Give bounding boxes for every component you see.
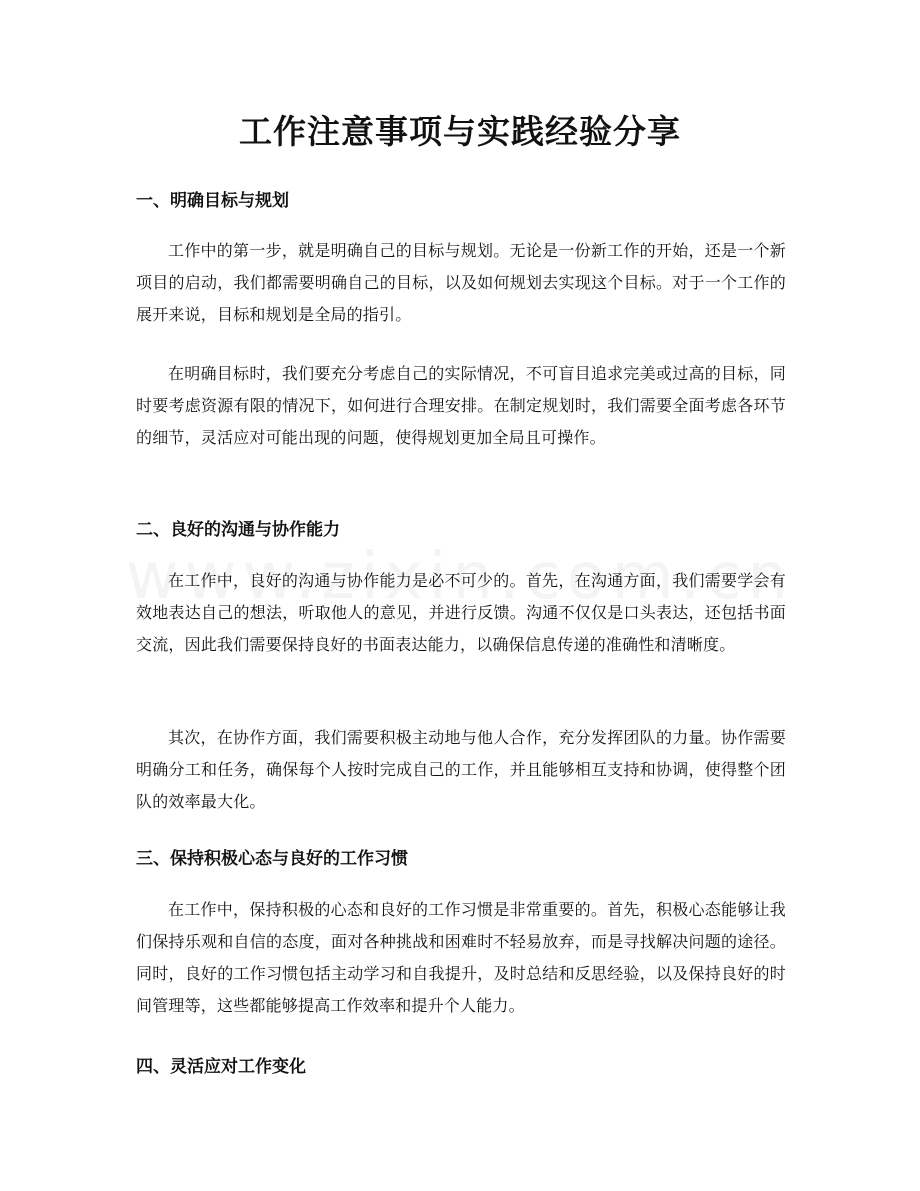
paragraph: 在明确目标时，我们要充分考虑自己的实际情况，不可盲目追求完美或过高的目标，同时要考虑资源有限的情况下，如何进行合理安排。在制定规划时，我们需要全面考虑各环节的细节，灵活应对可能出现的问题，使得规划更加全局且可操作。 bbox=[136, 364, 786, 447]
page-title: 工作注意事项与实践经验分享 bbox=[239, 112, 681, 151]
paragraph: 其次，在协作方面，我们需要积极主动地与他人合作，充分发挥团队的力量。协作需要明确分工和任务，确保每个人按时完成自己的工作，并且能够相互支持和协调，使得整个团队的效率最大化。 bbox=[136, 728, 786, 811]
section-heading-adaptability: 四、灵活应对工作变化 bbox=[136, 1057, 306, 1077]
section-heading-goals: 一、明确目标与规划 bbox=[136, 191, 289, 211]
paragraph: 在工作中，保持积极的心态和良好的工作习惯是非常重要的。首先，积极心态能够让我们保持乐观和自信的态度，面对各种挑战和困难时不轻易放弃，而是寻找解决问题的途径。同时，良好的工作习惯包括主动学习和自我提升，及时总结和反思经验，以及保持良好的时间管理等，这些都能够提高工作效率和提升个人能力。 bbox=[136, 900, 786, 1015]
section-heading-communication: 二、良好的沟通与协作能力 bbox=[136, 520, 340, 540]
paragraph: 在工作中，良好的沟通与协作能力是必不可少的。首先，在沟通方面，我们需要学会有效地表达自己的想法，听取他人的意见，并进行反馈。沟通不仅仅是口头表达，还包括书面交流，因此我们需要保持良好的书面表达能力，以确保信息传递的准确性和清晰度。 bbox=[136, 571, 786, 654]
section-heading-attitude: 三、保持积极心态与良好的工作习惯 bbox=[136, 849, 408, 869]
paragraph: 工作中的第一步，就是明确自己的目标与规划。无论是一份新工作的开始，还是一个新项目的启动，我们都需要明确自己的目标，以及如何规划去实现这个目标。对于一个工作的展开来说，目标和规划是全局的指引。 bbox=[136, 241, 786, 324]
